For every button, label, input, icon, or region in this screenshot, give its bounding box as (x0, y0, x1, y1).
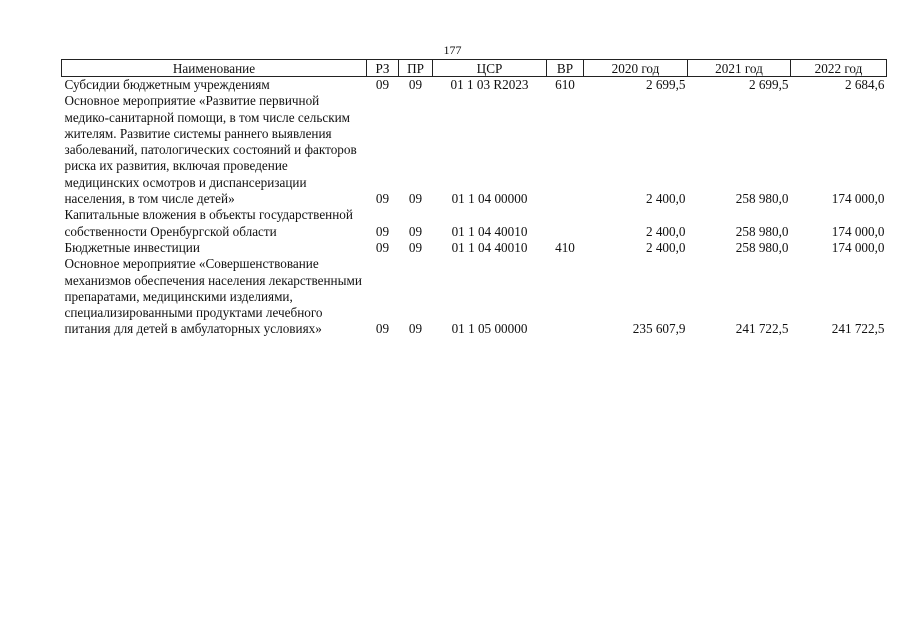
row-rz: 09 (375, 223, 390, 239)
header-year-2022: 2022 год (791, 60, 887, 77)
row-name: Капитальные вложения в объекты государственной собственности Оренбургской области (64, 207, 353, 239)
row-vr (547, 207, 584, 240)
header-vr: ВР (547, 60, 584, 77)
row-value-2021: 258 980,0 (735, 223, 789, 239)
page-number: 177 (443, 43, 462, 57)
table-row (62, 93, 887, 207)
header-year-2020: 2020 год (584, 60, 688, 77)
row-vr (547, 93, 584, 207)
row-value-2020: 2 400,0 (645, 239, 686, 255)
row-value-2020: 2 699,5 (645, 77, 686, 92)
row-pr: 09 (408, 77, 423, 92)
header-pr: ПР (399, 60, 433, 77)
row-csr: 01 1 05 00000 (451, 321, 528, 337)
table-row (62, 240, 887, 256)
row-value-2021: 258 980,0 (735, 239, 789, 255)
row-value-2020: 2 400,0 (645, 223, 686, 239)
table-header-row (62, 60, 887, 77)
row-pr: 09 (408, 191, 423, 207)
row-pr: 09 (408, 239, 423, 255)
row-rz: 09 (375, 191, 390, 207)
row-value-2022: 241 722,5 (831, 321, 885, 337)
row-pr: 09 (408, 223, 423, 239)
row-value-2021: 241 722,5 (735, 321, 789, 337)
row-value-2022: 2 684,6 (844, 77, 885, 92)
row-name: Основное мероприятие «Развитие первичной медико-санитарной помощи, в том числе сельским жителям. Развитие системы раннего выявления заболеваний, патологических состояний и факторов риска их развития, включая проведение медицинских осмотров и диспансеризации населения, в том числе детей» (64, 93, 357, 207)
row-value-2021: 2 699,5 (748, 77, 789, 92)
row-value-2022: 174 000,0 (831, 191, 885, 207)
row-csr: 01 1 04 00000 (451, 191, 528, 207)
row-value-2020: 235 607,9 (632, 321, 686, 337)
row-pr: 09 (408, 321, 423, 337)
row-rz: 09 (375, 321, 390, 337)
row-name: Основное мероприятие «Совершенствование механизмов обеспечения населения лекарственными препаратами, медицинскими изделиями, специализированными продуктами лечебного питания для детей в амбулаторных условиях» (64, 256, 362, 337)
row-vr (547, 256, 584, 337)
row-value-2022: 174 000,0 (831, 223, 885, 239)
row-vr: 410 (555, 239, 575, 255)
row-vr: 610 (555, 77, 575, 92)
header-year-2021: 2021 год (688, 60, 791, 77)
row-name: Бюджетные инвестиции (64, 239, 200, 255)
table-row (62, 207, 887, 240)
table-row (62, 77, 887, 94)
budget-table (61, 59, 887, 338)
row-rz: 09 (375, 77, 390, 92)
header-rz: РЗ (367, 60, 399, 77)
row-value-2020: 2 400,0 (645, 191, 686, 207)
header-name: Наименование (62, 60, 367, 77)
table-row (62, 256, 887, 337)
row-rz: 09 (375, 239, 390, 255)
row-value-2022: 174 000,0 (831, 239, 885, 255)
header-csr: ЦСР (433, 60, 547, 77)
row-csr: 01 1 03 R2023 (450, 77, 529, 92)
row-csr: 01 1 04 40010 (451, 223, 528, 239)
row-name: Субсидии бюджетным учреждениям (64, 77, 270, 92)
row-value-2021: 258 980,0 (735, 191, 789, 207)
row-csr: 01 1 04 40010 (451, 239, 528, 255)
